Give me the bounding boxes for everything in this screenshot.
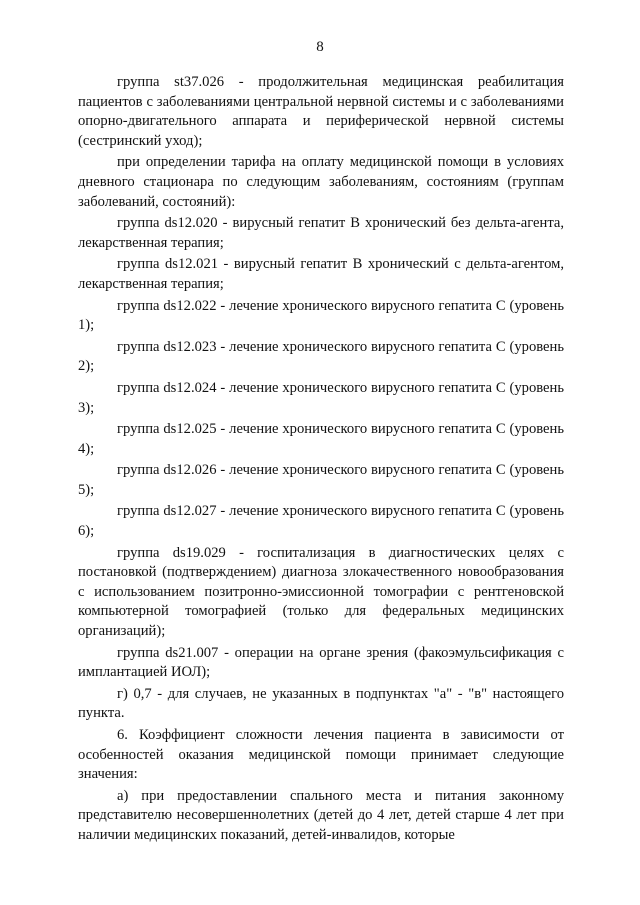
paragraph-ds12-021: группа ds12.021 - вирусный гепатит В хронический с дельта-агентом, лекарственная терапия; (78, 256, 564, 292)
paragraph-subitem-a: а) при предоставлении спального места и питания законному представителю несовершеннолетних (детей до 4 лет, детей старше 4 лет при наличии медицинских показаний, детей-инвалидов, которые (78, 787, 564, 843)
paragraph-st37-026: группа st37.026 - продолжительная медицинская реабилитация пациентов с заболеваниями центральной нервной системы и с заболеваниями опорно-двигательного аппарата и периферической нервной системы (сестринский уход); (78, 74, 564, 149)
paragraph-ds12-023: группа ds12.023 - лечение хронического вирусного гепатита С (уровень 2); (78, 338, 564, 375)
paragraph-day-hospital-intro: при определении тарифа на оплату медицинской помощи в условиях дневного стационара по следующим заболеваниям, состояниям (группам заболеваний, состояний): (78, 154, 564, 210)
paragraph-ds12-022: группа ds12.022 - лечение хронического вирусного гепатита С (уровень 1); (78, 297, 564, 334)
page-number: 8 (316, 39, 324, 55)
paragraph-ds19-029: группа ds19.029 - госпитализация в диагностических целях с постановкой (подтверждением) диагноза злокачественного новообразования с использованием позитронно-эмиссионной томографии с рентгеновской компьютерной томографией (только для федеральных медицинских организаций); (78, 544, 564, 640)
paragraph-ds12-020: группа ds12.020 - вирусный гепатит В хронический без дельта-агента, лекарственная терапия; (78, 215, 564, 251)
document-body (78, 73, 564, 848)
paragraph-item-6: 6. Коэффициент сложности лечения пациента в зависимости от особенностей оказания медицинской помощи принимает следующие значения: (78, 727, 564, 783)
paragraph-ds12-025: группа ds12.025 - лечение хронического вирусного гепатита С (уровень 4); (78, 421, 564, 457)
paragraph-ds12-026: группа ds12.026 - лечение хронического вирусного гепатита С (уровень 5); (78, 462, 564, 498)
paragraph-subitem-g: г) 0,7 - для случаев, не указанных в подпунктах "а" - "в" настоящего пункта. (78, 685, 564, 722)
paragraph-ds12-024: группа ds12.024 - лечение хронического вирусного гепатита С (уровень 3); (78, 379, 564, 416)
paragraph-ds21-007: группа ds21.007 - операции на органе зрения (факоэмульсификация с имплантацией ИОЛ); (78, 644, 564, 681)
paragraph-ds12-027: группа ds12.027 - лечение хронического вирусного гепатита С (уровень 6); (78, 503, 564, 540)
